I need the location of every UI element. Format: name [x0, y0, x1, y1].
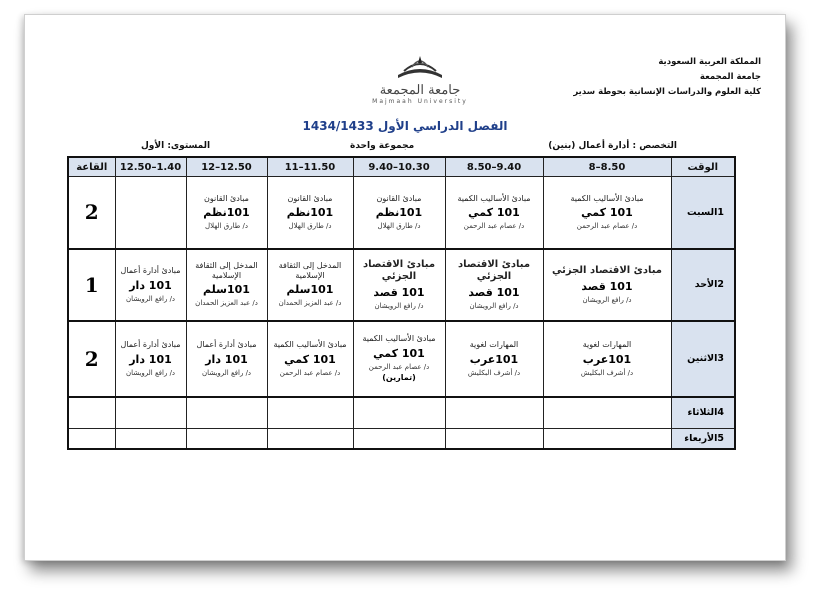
course-code: 101نظم: [203, 206, 250, 220]
course-code: 101 قصد: [468, 285, 520, 299]
slot-cell: [115, 177, 186, 249]
specialty-label: التخصص : أدارة أعمال (بنين): [548, 141, 677, 151]
course-code: 101عرب: [582, 352, 632, 366]
university-label: جامعة المجمعة: [699, 72, 761, 82]
day-number: 2: [717, 279, 724, 290]
slot-cell: [353, 249, 445, 321]
slot-cell: [353, 429, 445, 449]
slot-cell: [186, 429, 267, 449]
slot-cell: [543, 321, 671, 397]
logo-english-text: Majmaah University: [372, 98, 468, 105]
slot-cell: [115, 397, 186, 429]
course-code: 101 دار: [205, 352, 248, 366]
slot-cell: [445, 177, 543, 249]
slot-cell: [115, 429, 186, 449]
day-name: الاثنين: [687, 353, 718, 364]
slot-cell: [543, 177, 671, 249]
teacher-name: د/ عصام عبد الرحمن: [576, 222, 638, 231]
teacher-name: د/ رافع الرويشان: [469, 301, 519, 310]
room-cell: [68, 397, 115, 429]
day-name: الثلاثاء: [687, 407, 718, 419]
header-row: [68, 157, 735, 177]
table-row: [68, 249, 735, 321]
schedule-table: [67, 156, 736, 450]
course-name: مبادئ القانون: [376, 193, 422, 203]
slot-cell: [353, 397, 445, 429]
teacher-name: د/ طارق الهلال: [204, 222, 248, 231]
teacher-name: د/ رافع الرويشان: [125, 368, 176, 377]
teacher-name: د/ عصام عبد الرحمن: [368, 362, 430, 371]
course-name: مبادئ القانون: [287, 193, 333, 203]
course-name: مبادئ أدارة أعمال: [120, 265, 181, 275]
semester-title: الفصل الدراسي الأول 1434/1433: [302, 119, 508, 133]
table-row: [68, 397, 735, 429]
col-slot-4: 11–11.50: [267, 157, 353, 177]
col-slot-1: 8–8.50: [543, 157, 671, 177]
course-code: 101 كمي: [284, 352, 336, 366]
logo-arabic-text: جامعة المجمعة: [379, 83, 461, 98]
kingdom-label: المملكة العربية السعودية: [658, 57, 761, 67]
day-number: 3: [717, 353, 724, 364]
course-name: مبادئ الأساليب الكمية: [273, 339, 347, 349]
course-code: 101عرب: [469, 352, 519, 366]
col-time: الوقت: [671, 157, 735, 177]
course-code: 101 دار: [129, 352, 172, 366]
level-label: المستوى: الأول: [141, 141, 211, 151]
col-slot-6: 12.50–1.40: [115, 157, 186, 177]
day-number: 4: [717, 407, 724, 419]
slot-cell: [115, 249, 186, 321]
day-name: الأربعاء: [684, 432, 718, 444]
room-cell: 1: [68, 249, 115, 321]
slot-cell: [186, 397, 267, 429]
col-slot-3: 9.40–10.30: [353, 157, 445, 177]
course-name: مبادئ الأساليب الكمية: [362, 334, 436, 344]
teacher-name: د/ طارق الهلال: [288, 222, 332, 231]
teacher-name: د/ رافع الرويشان: [201, 368, 252, 377]
teacher-name: د/ عبد العزيز الحمدان: [195, 299, 258, 308]
group-label: مجموعة واحدة: [350, 141, 415, 151]
course-code: 101 كمي: [581, 206, 633, 220]
slot-cell: [543, 249, 671, 321]
day-cell: [671, 321, 735, 397]
course-name: مبادئ الاقتصاد الجزئي: [457, 258, 531, 282]
course-code: 101سلم: [203, 283, 250, 297]
institution-header: [573, 55, 761, 100]
slot-cell: [543, 429, 671, 449]
teacher-name: د/ أشرف البكليش: [580, 368, 634, 377]
slot-cell: [267, 177, 353, 249]
day-cell: [671, 397, 735, 429]
course-name: مبادئ أدارة أعمال: [196, 339, 257, 349]
course-name: مبادئ القانون: [204, 193, 249, 203]
teacher-name: د/ عصام عبد الرحمن: [279, 368, 341, 377]
teacher-name: د/ رافع الرويشان: [125, 294, 176, 303]
course-code: 101 كمي: [373, 346, 425, 360]
course-code: 101نظم: [375, 206, 423, 220]
table-row: [68, 321, 735, 397]
slot-cell: [186, 321, 267, 397]
col-slot-5: 12–12.50: [186, 157, 267, 177]
day-name: الأحد: [694, 279, 718, 290]
book-icon: [390, 53, 450, 83]
course-code: 101سلم: [286, 283, 334, 297]
teacher-name: د/ رافع الرويشان: [582, 295, 632, 304]
course-name: مبادئ الأساليب الكمية: [457, 193, 531, 203]
day-number: 5: [717, 432, 724, 444]
teacher-name: د/ أشرف البكليش: [467, 368, 521, 377]
slot-cell: [445, 321, 543, 397]
course-name: مبادئ الاقتصاد الجزئي: [362, 258, 436, 282]
slot-cell: [353, 177, 445, 249]
room-cell: 2: [68, 177, 115, 249]
slot-cell: [115, 321, 186, 397]
course-name: المدخل إلى الثقافة الإسلامية: [278, 261, 342, 280]
slot-cell: [267, 397, 353, 429]
university-logo: [365, 53, 475, 105]
day-name: السبت: [686, 206, 718, 218]
table-row: [68, 429, 735, 449]
slot-cell: [543, 397, 671, 429]
slot-cell: [267, 321, 353, 397]
day-number: 1: [717, 206, 724, 218]
room-cell: 2: [68, 321, 115, 397]
slot-cell: [267, 249, 353, 321]
teacher-name: د/ عصام عبد الرحمن: [463, 222, 525, 231]
course-code: 101 كمي: [468, 206, 520, 220]
day-cell: [671, 177, 735, 249]
teacher-name: د/ طارق الهلال: [377, 222, 421, 231]
course-name: المدخل إلى الثقافة الإسلامية: [195, 261, 258, 280]
day-cell: [671, 249, 735, 321]
exercise-note: (تمارين): [382, 373, 416, 383]
document-page: [24, 14, 786, 561]
col-room: القاعة: [68, 157, 115, 177]
room-cell: [68, 429, 115, 449]
course-name: مبادئ الاقتصاد الجزئي: [551, 264, 662, 276]
slot-cell: [267, 429, 353, 449]
slot-cell: [445, 429, 543, 449]
day-cell: [671, 429, 735, 449]
slot-cell: [186, 249, 267, 321]
course-name: مبادئ الأساليب الكمية: [570, 193, 644, 203]
course-name: المهارات لغوية: [469, 339, 519, 349]
slot-cell: [445, 249, 543, 321]
course-name: المهارات لغوية: [582, 339, 632, 349]
college-label: كلية العلوم والدراسات الإنسانية بحوطة سدير: [573, 87, 761, 97]
slot-cell: [186, 177, 267, 249]
slot-cell: [445, 397, 543, 429]
teacher-name: د/ رافع الرويشان: [374, 301, 424, 310]
course-code: 101 دار: [129, 278, 172, 292]
teacher-name: د/ عبد العزيز الحمدان: [278, 299, 342, 308]
slot-cell: [353, 321, 445, 397]
col-slot-2: 8.50–9.40: [445, 157, 543, 177]
course-code: 101 قصد: [581, 279, 633, 293]
course-code: 101 قصد: [373, 285, 425, 299]
course-code: 101نظم: [286, 206, 334, 220]
course-name: مبادئ أدارة أعمال: [120, 339, 181, 349]
table-row: [68, 177, 735, 249]
